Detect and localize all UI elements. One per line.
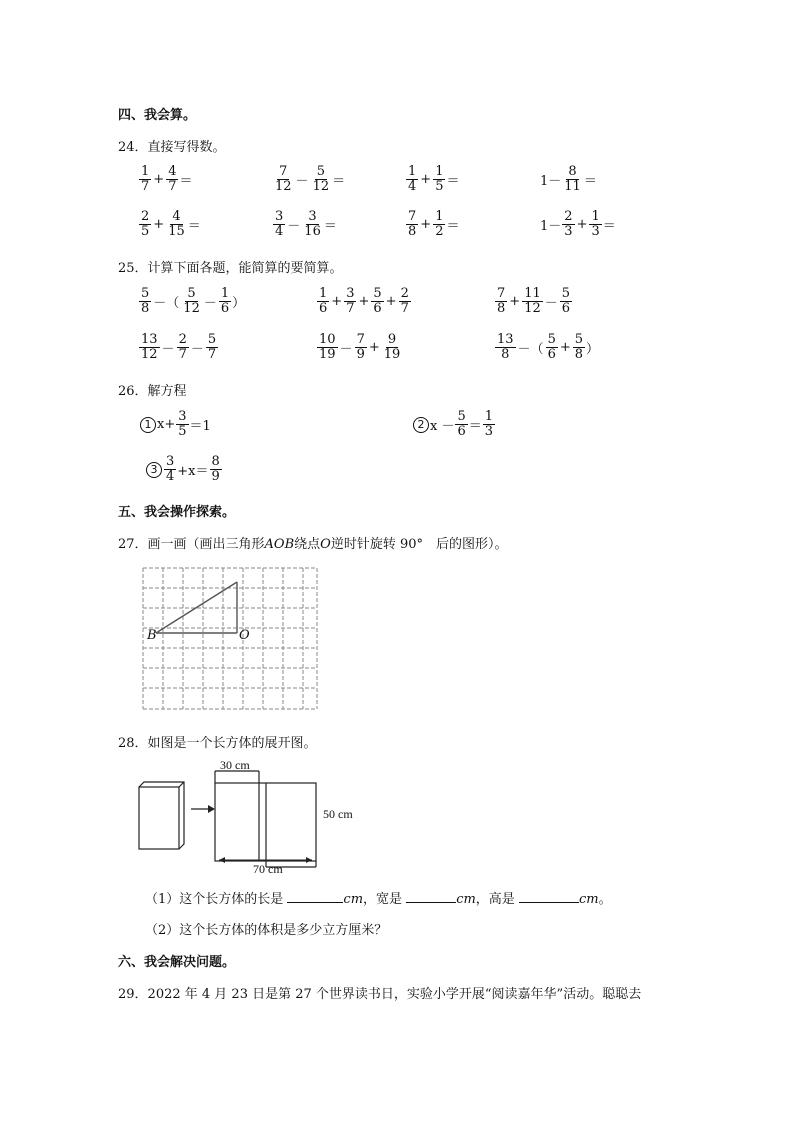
section-heading-6: 六、我会解决问题。 — [118, 955, 236, 970]
arrow-icon — [191, 805, 215, 813]
answer-blank-width[interactable] — [406, 890, 456, 903]
label-o: O — [239, 628, 250, 643]
question-27-title: 27．画一画（画出三角形AOB绕点O逆时针旋转 90° 后的图形）。 — [118, 537, 508, 552]
rotation-grid-figure — [140, 565, 322, 713]
circled-number-2: 2 — [413, 417, 429, 433]
q28-sub-2: （2）这个长方体的体积是多少立方厘米？ — [145, 923, 388, 938]
dim-label-70cm: 70 cm — [253, 862, 283, 876]
q28-sub-1: （1）这个长方体的长是 cm，宽是 cm，高是 cm。 — [145, 892, 612, 907]
cuboid-3d — [139, 782, 184, 849]
q24-item-1: $\frac{1}{7}$ + $\frac{4}{7}$ ＝ — [141, 164, 193, 194]
circled-number-3: 3 — [146, 462, 162, 478]
circled-number-1: 1 — [140, 417, 156, 433]
cuboid-net-figure — [135, 757, 375, 877]
question-29-text: 29．2022 年 4 月 23 日是第 27 个世界读书日，实验小学开展“阅读嘉年华”活动。聪聪去 — [118, 987, 642, 1002]
dim-label-50cm: 50 cm — [323, 807, 353, 821]
q26-equation-2: 2 x － $\frac{5}{6}$ ＝ $\frac{1}{3}$ — [413, 410, 496, 439]
section-heading-5: 五、我会操作探索。 — [118, 505, 236, 520]
answer-blank-length[interactable] — [287, 890, 343, 903]
q24-item-5: $\frac{2}{5}$ + $\frac{4}{15}$ ＝ — [141, 209, 201, 239]
q25-expr-1: $\frac{5}{8}$ －（ $\frac{5}{12}$ － $\frac{1}{6}$ ） — [141, 286, 246, 316]
q25-expr-3: $\frac{7}{8}$ + $\frac{11}{12}$ － $\frac{5}{6}$ — [497, 286, 571, 316]
answer-blank-height[interactable] — [519, 890, 579, 903]
q25-expr-4: $\frac{13}{12}$ － $\frac{2}{7}$ － $\frac{5}{7}$ — [141, 332, 217, 362]
q25-expr-6: $\frac{13}{8}$ －（ $\frac{5}{6}$ + $\frac{5}{8}$ ） — [497, 332, 600, 362]
q24-item-7: $\frac{7}{8}$ + $\frac{1}{2}$ ＝ — [408, 209, 460, 239]
q25-expr-5: $\frac{10}{19}$ － $\frac{7}{9}$ + $\frac{9}{19}$ — [319, 332, 401, 362]
q24-item-8: 1－ $\frac{2}{3}$ + $\frac{1}{3}$ ＝ — [540, 209, 616, 239]
q24-item-4: 1－ $\frac{8}{11}$ ＝ — [540, 164, 597, 194]
q26-equation-1: 1 x+ $\frac{3}{5}$ ＝1 — [140, 410, 211, 439]
q25-expr-2: $\frac{1}{6}$ + $\frac{3}{7}$ + $\frac{5}{6}$ + $\frac{2}{7}$ — [319, 286, 409, 316]
cuboid-net — [215, 771, 316, 867]
question-25-title: 25．计算下面各题，能简算的要简算。 — [118, 261, 343, 276]
question-24-title: 24．直接写得数。 — [118, 140, 226, 155]
dim-label-30cm: 30 cm — [220, 758, 250, 772]
question-26-title: 26．解方程 — [118, 384, 187, 399]
question-28-title: 28．如图是一个长方体的展开图。 — [118, 736, 317, 751]
q24-item-3: $\frac{1}{4}$ + $\frac{1}{5}$ ＝ — [408, 164, 460, 194]
section-heading-4: 四、我会算。 — [118, 108, 197, 123]
q26-equation-3: 3 $\frac{3}{4}$ +x＝ $\frac{8}{9}$ — [146, 455, 223, 484]
q24-item-6: $\frac{3}{4}$ － $\frac{3}{16}$ ＝ — [275, 209, 337, 239]
q24-item-2: $\frac{7}{12}$ － $\frac{5}{12}$ ＝ — [275, 164, 346, 194]
label-b: B — [147, 628, 157, 643]
